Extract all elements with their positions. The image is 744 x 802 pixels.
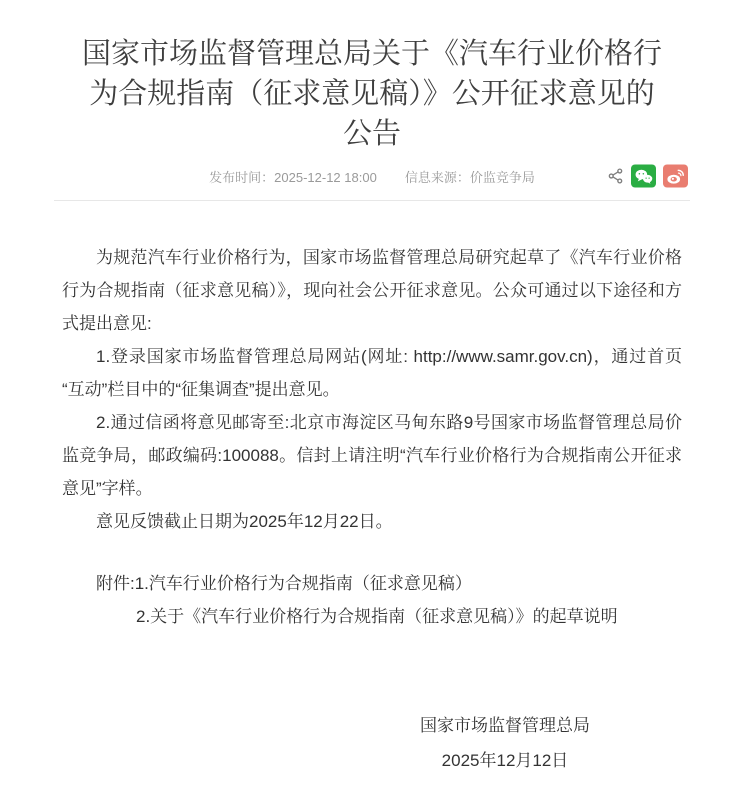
signature-date: 2025年12月12日	[441, 751, 569, 770]
info-source	[405, 167, 535, 186]
attachments-block	[62, 567, 682, 633]
paragraph-intro: 为规范汽车行业价格行为，国家市场监督管理总局研究起草了《汽车行业价格行为合规指南（征求意见稿）》，现向社会公开征求意见。公众可通过以下途径和方式提出意见:	[62, 248, 682, 333]
publish-time	[209, 167, 377, 186]
share-weibo-button[interactable]	[663, 165, 688, 188]
wechat-icon	[634, 168, 653, 184]
meta-row	[54, 162, 690, 190]
article-page	[0, 34, 744, 802]
share-button[interactable]	[607, 168, 624, 185]
publish-time-value: 2025-12-12 18:00	[274, 169, 377, 185]
attachment-line-2: 2.关于《汽车行业价格行为合规指南（征求意见稿）》的起草说明	[136, 607, 618, 626]
share-buttons	[600, 165, 688, 188]
paragraph-channel-mail: 2.通过信函将意见邮寄至:北京市海淀区马甸东路9号国家市场监督管理总局价监竞争局，邮政编码:100088。信封上请注明“汽车行业价格行为合规指南公开征求意见”字样。	[62, 413, 682, 498]
weibo-icon	[666, 168, 685, 184]
signature-block	[420, 717, 590, 770]
signature-agency: 国家市场监督管理总局	[420, 716, 590, 735]
paragraph-deadline: 意见反馈截止日期为2025年12月22日。	[96, 512, 393, 531]
attachment-line-1: 附件:1.汽车行业价格行为合规指南（征求意见稿）	[96, 574, 472, 593]
info-source-value: 价监竞争局	[469, 169, 535, 185]
paragraph-channel-website: 1.登录国家市场监督管理总局网站(网址: http://www.samr.gov.cn)，通过首页“互动”栏目中的“征集调查”提出意见。	[62, 347, 682, 399]
article-body	[54, 201, 690, 770]
publish-time-label: 发布时间：	[209, 169, 275, 185]
article-container	[54, 34, 690, 770]
info-source-label: 信息来源：	[404, 169, 470, 185]
share-nodes-icon	[607, 168, 624, 185]
share-wechat-button[interactable]	[631, 165, 656, 188]
page-title: 国家市场监督管理总局关于《汽车行业价格行为合规指南（征求意见稿）》公开征求意见的公告	[81, 38, 662, 150]
